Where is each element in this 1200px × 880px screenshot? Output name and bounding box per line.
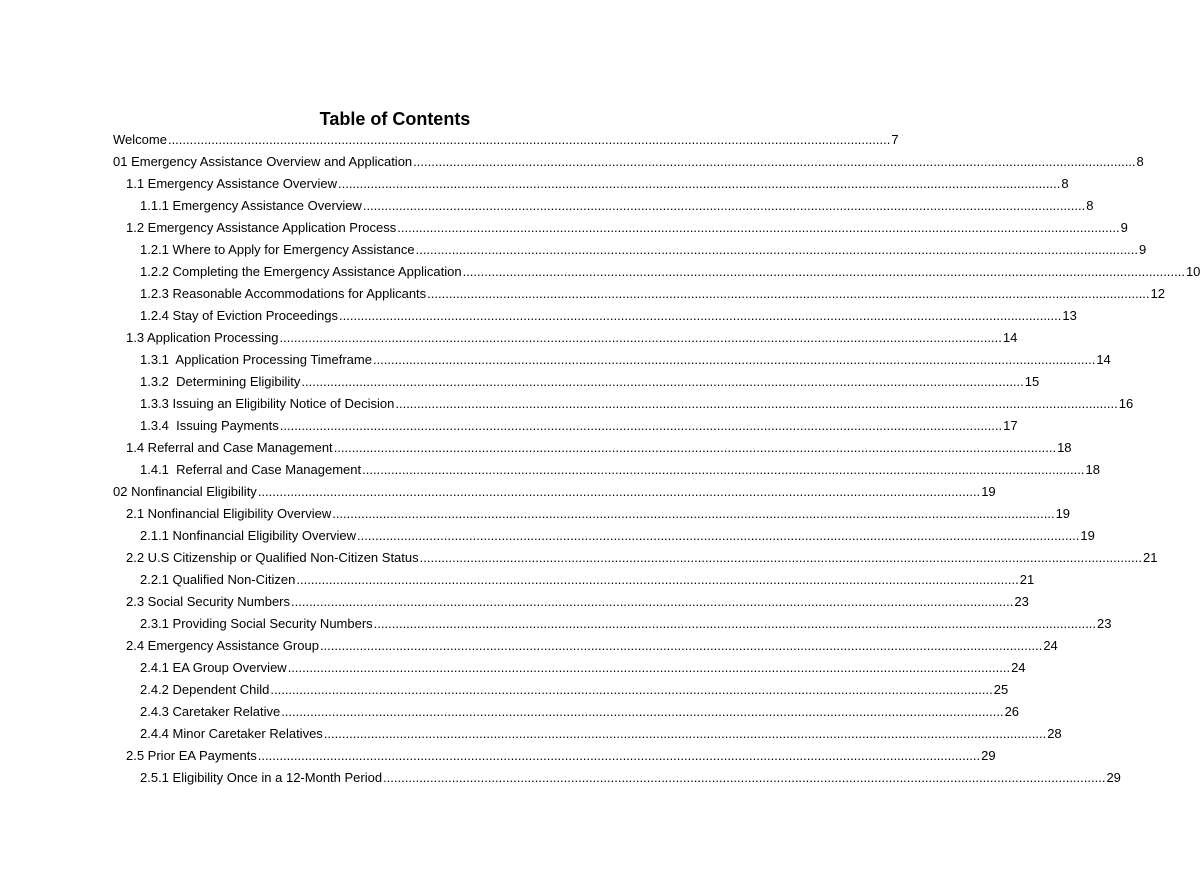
toc-page-number[interactable]: 29 [1106,770,1121,785]
toc-entry-title[interactable]: 1.3.3 Issuing an Eligibility Notice of Decision [140,396,395,411]
toc-page-number[interactable]: 26 [1004,704,1020,719]
toc-entry-title[interactable]: 2.1 Nonfinancial Eligibility Overview [126,506,332,521]
toc-page-number[interactable]: 8 [1061,176,1069,191]
dot-leader: ........................................................................................................................................................................................................ [397,220,1120,235]
toc-entry[interactable] [113,767,1121,789]
toc-entry-title[interactable]: 2.4.3 Caretaker Relative [140,704,281,719]
toc-entry[interactable] [113,327,1018,349]
dot-leader: ........................................................................................................................................................................................................ [319,638,1043,653]
toc-entry[interactable] [113,635,1058,657]
toc-page-number[interactable]: 17 [1003,418,1018,433]
toc-entry[interactable] [113,437,1072,459]
toc-entry-title[interactable]: 1.3.1 Application Processing Timeframe [140,352,372,367]
toc-page-number[interactable]: 21 [1019,572,1035,587]
dot-leader: ........................................................................................................................................................................................................ [372,352,1096,367]
dot-leader: ........................................................................................................................................................................................................ [395,396,1118,411]
dot-leader: ........................................................................................................................................................................................................ [279,418,1003,433]
toc-page-number[interactable]: 9 [1120,220,1128,235]
dot-leader: ........................................................................................................................................................................................................ [413,154,1136,169]
toc-page-number[interactable]: 9 [1138,242,1147,257]
toc-entry-title[interactable]: 1.4.1 Referral and Case Management [140,462,362,477]
toc-entry-title[interactable]: 1.2.1 Where to Apply for Emergency Assistance [140,242,415,257]
dot-leader: ........................................................................................................................................................................................................ [270,682,993,697]
toc-page-number[interactable]: 8 [1086,198,1094,213]
toc-title: Table of Contents [319,109,471,129]
toc-entry-title[interactable]: 2.1.1 Nonfinancial Eligibility Overview [140,528,357,543]
toc-entry[interactable] [113,129,899,151]
dot-leader: ........................................................................................................................................................................................................ [281,704,1004,719]
toc-page-number[interactable]: 19 [1055,506,1071,521]
toc-entry[interactable] [113,261,1200,283]
toc-entry-title[interactable]: 2.4 Emergency Assistance Group [126,638,319,653]
toc-entry[interactable] [113,723,1062,745]
toc-page-number[interactable]: 23 [1014,594,1029,609]
dot-leader: ........................................................................................................................................................................................................ [257,484,981,499]
toc-entry-title[interactable]: 1.3 Application Processing [126,330,279,345]
toc-entry[interactable] [113,305,1077,327]
toc-entry-title[interactable]: 1.2.3 Reasonable Accommodations for Applicants [140,286,427,301]
toc-entry-title[interactable]: 1.3.4 Issuing Payments [140,418,279,433]
toc-entry[interactable] [113,525,1095,547]
toc-entry-title[interactable]: 2.3 Social Security Numbers [126,594,291,609]
dot-leader: ........................................................................................................................................................................................................ [339,308,1062,323]
toc-entry[interactable] [113,547,1158,569]
toc-page-number[interactable]: 16 [1118,396,1134,411]
toc-page-number[interactable]: 19 [1080,528,1095,543]
toc-page-number[interactable]: 10 [1185,264,1200,279]
toc-entry[interactable] [113,393,1134,415]
toc-entry[interactable] [113,415,1018,437]
toc-entry-title[interactable]: 2.2.1 Qualified Non-Citizen [140,572,296,587]
toc-page-number[interactable]: 21 [1143,550,1158,565]
toc-page-number[interactable]: 14 [1096,352,1111,367]
toc-entry[interactable] [113,613,1112,635]
toc-entry[interactable] [113,745,996,767]
toc-entry[interactable] [113,173,1069,195]
toc-entry[interactable] [113,679,1009,701]
toc-entry-title[interactable]: Welcome [113,132,167,147]
dot-leader: ........................................................................................................................................................................................................ [383,770,1106,785]
toc-entry-title[interactable]: 01 Emergency Assistance Overview and Application [113,154,413,169]
toc-page-number[interactable]: 23 [1097,616,1112,631]
toc-entry-title[interactable]: 1.2 Emergency Assistance Application Process [126,220,397,235]
toc-entry-title[interactable]: 2.3.1 Providing Social Security Numbers [140,616,373,631]
toc-entry[interactable] [113,657,1026,679]
dot-leader: ........................................................................................................................................................................................................ [362,198,1086,213]
dot-leader: ........................................................................................................................................................................................................ [373,616,1097,631]
dot-leader: ........................................................................................................................................................................................................ [332,506,1055,521]
dot-leader: ........................................................................................................................................................................................................ [337,176,1061,191]
toc-entry[interactable] [113,371,1040,393]
toc-entry[interactable] [113,481,996,503]
dot-leader: ........................................................................................................................................................................................................ [362,462,1085,477]
toc-page-number[interactable]: 25 [993,682,1009,697]
toc-entry[interactable] [113,459,1100,481]
toc-list [113,129,1200,789]
dot-leader: ........................................................................................................................................................................................................ [287,660,1011,675]
toc-entry[interactable] [113,217,1128,239]
toc-entry-title[interactable]: 1.1 Emergency Assistance Overview [126,176,337,191]
toc-entry[interactable] [113,503,1071,525]
toc-page-number[interactable]: 13 [1062,308,1077,323]
toc-page-number[interactable]: 8 [1136,154,1144,169]
toc-entry[interactable] [113,701,1020,723]
toc-page-number[interactable]: 24 [1011,660,1026,675]
dot-leader: ........................................................................................................................................................................................................ [333,440,1057,455]
toc-page-number[interactable]: 19 [981,484,996,499]
dot-leader: ........................................................................................................................................................................................................ [296,572,1019,587]
toc-entry-title[interactable]: 2.4.1 EA Group Overview [140,660,287,675]
dot-leader: ........................................................................................................................................................................................................ [419,550,1143,565]
toc-entry-title[interactable]: 2.4.4 Minor Caretaker Relatives [140,726,323,741]
toc-page-number[interactable]: 29 [981,748,996,763]
toc-entry-title[interactable]: 2.2 U.S Citizenship or Qualified Non-Citizen Status [126,550,419,565]
dot-leader: ........................................................................................................................................................................................................ [279,330,1002,345]
toc-entry-title[interactable]: 02 Nonfinancial Eligibility [113,484,257,499]
toc-entry[interactable] [113,151,1144,173]
toc-entry[interactable] [113,195,1094,217]
dot-leader: ........................................................................................................................................................................................................ [462,264,1185,279]
toc-page-number[interactable]: 15 [1024,374,1040,389]
dot-leader: ........................................................................................................................................................................................................ [257,748,981,763]
toc-page-number[interactable]: 18 [1085,462,1100,477]
dot-leader: ........................................................................................................................................................................................................ [427,286,1150,301]
toc-page-number[interactable]: 18 [1057,440,1072,455]
toc-entry-title[interactable]: 2.5.1 Eligibility Once in a 12-Month Period [140,770,383,785]
toc-entry-title[interactable]: 1.2.4 Stay of Eviction Proceedings [140,308,339,323]
toc-entry-title[interactable]: 2.4.2 Dependent Child [140,682,270,697]
dot-leader: ........................................................................................................................................................................................................ [357,528,1080,543]
dot-leader: ........................................................................................................................................................................................................ [415,242,1138,257]
toc-entry[interactable] [113,569,1035,591]
toc-entry[interactable] [113,349,1111,371]
dot-leader: ........................................................................................................................................................................................................ [301,374,1024,389]
toc-entry[interactable] [113,591,1029,613]
toc-entry-title[interactable]: 1.3.2 Determining Eligibility [140,374,301,389]
toc-page-number[interactable]: 24 [1043,638,1058,653]
dot-leader: ........................................................................................................................................................................................................ [291,594,1014,609]
toc-page-number[interactable]: 7 [891,132,899,147]
toc-entry-title[interactable]: 1.2.2 Completing the Emergency Assistance Application [140,264,462,279]
toc-entry-title[interactable]: 1.4 Referral and Case Management [126,440,333,455]
dot-leader: ........................................................................................................................................................................................................ [323,726,1047,741]
toc-page-number[interactable]: 28 [1047,726,1062,741]
toc-entry-title[interactable]: 2.5 Prior EA Payments [126,748,257,763]
toc-entry-title[interactable]: 1.1.1 Emergency Assistance Overview [140,198,362,213]
toc-page-number[interactable]: 14 [1002,330,1018,345]
toc-entry[interactable] [113,239,1147,261]
toc-entry[interactable] [113,283,1166,305]
dot-leader: ........................................................................................................................................................................................................ [167,132,891,147]
toc-page-number[interactable]: 12 [1150,286,1166,301]
